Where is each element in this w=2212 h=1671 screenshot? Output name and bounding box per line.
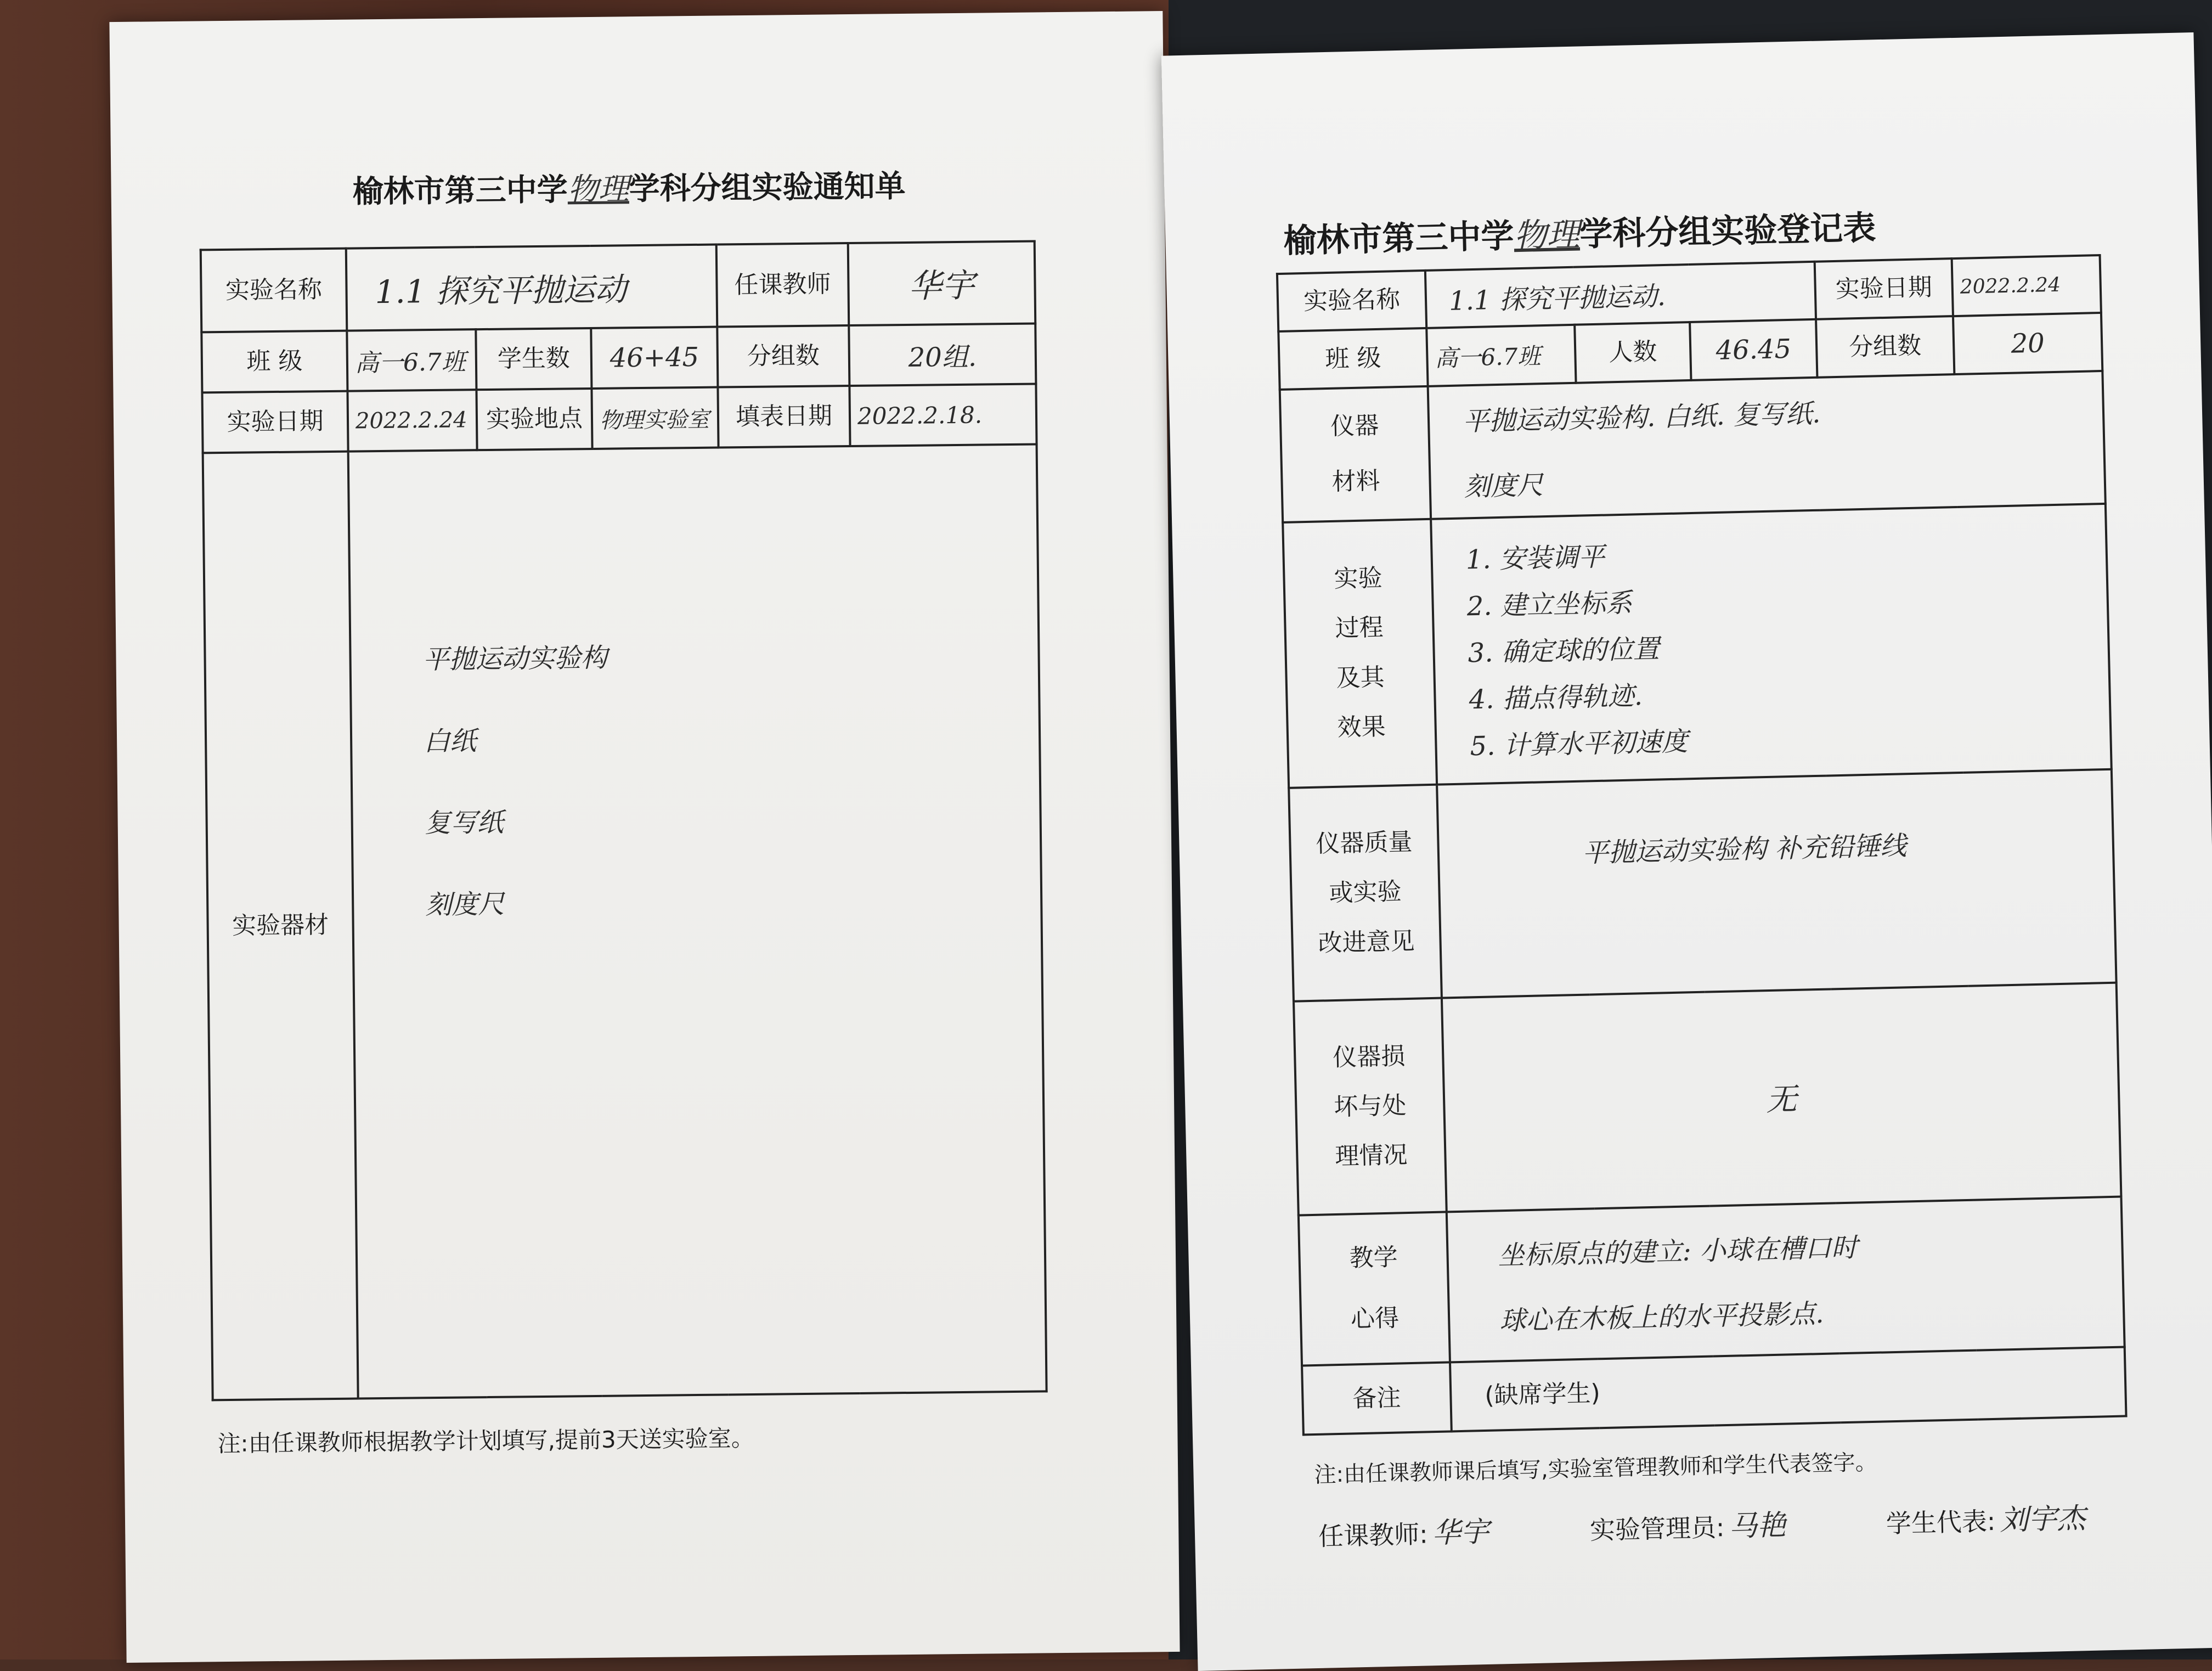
quality-cell: 平抛运动实验构 补充铅锤线	[1437, 769, 2117, 998]
value-class: 高一6.7班	[1426, 325, 1576, 386]
label-groups: 分组数	[717, 325, 849, 387]
value-place: 物理实验室	[591, 387, 718, 449]
value-people: 46.45	[1690, 319, 1817, 380]
value-date: 2022.2.24	[347, 390, 477, 451]
notice-title: 榆林市第三中学物理学科分组实验通知单	[352, 168, 906, 210]
label-students: 学生数	[476, 328, 591, 390]
label-experiment-name: 实验名称	[1277, 271, 1426, 331]
label-remark: 备注	[1302, 1362, 1452, 1434]
process-step: 3. 确定球的位置	[1468, 633, 1660, 669]
process-step: 2. 建立坐标系	[1466, 587, 1633, 622]
value-remark: (缺席学生)	[1450, 1347, 2126, 1431]
register-title: 榆林市第三中学物理学科分组实验登记表	[1283, 209, 1877, 261]
value-teacher: 华宇	[848, 241, 1036, 325]
process-step: 5. 计算水平初速度	[1469, 726, 1689, 762]
label-date: 实验日期	[202, 391, 348, 453]
label-groups: 分组数	[1816, 316, 1954, 377]
label-experiment-name: 实验名称	[201, 249, 347, 333]
label-damage: 仪器损 坏与处 理情况	[1294, 998, 1447, 1216]
value-class: 高一6.7班	[347, 329, 476, 391]
process-step: 4. 描点得轨迹.	[1468, 680, 1643, 716]
process-cell	[1431, 504, 2112, 785]
label-class: 班 级	[1278, 328, 1427, 389]
experience-cell: 坐标原点的建立: 小球在槽口时 球心在木板上的水平投影点.	[1447, 1196, 2125, 1362]
label-fill-date: 填表日期	[718, 386, 850, 448]
notice-table	[200, 240, 1048, 1401]
label-experience: 教学 心得	[1299, 1212, 1450, 1365]
value-date: 2022.2.24	[1952, 255, 2101, 316]
value-experiment-name: 1.1 探究平抛运动.	[1425, 262, 1816, 328]
label-teacher: 任课教师	[716, 243, 849, 327]
value-students: 46+45	[591, 327, 718, 389]
label-materials: 实验器材	[203, 452, 358, 1400]
value-groups: 20	[1953, 313, 2102, 374]
materials-cell	[348, 444, 1047, 1398]
label-class: 班 级	[201, 331, 347, 393]
register-footnote: 注:由任课教师课后填写,实验室管理教师和学生代表签字。	[1314, 1449, 1878, 1488]
label-place: 实验地点	[476, 389, 592, 450]
label-instruments: 仪器 材料	[1280, 386, 1431, 522]
register-sheet	[1161, 32, 2212, 1671]
material-item: 复写纸	[424, 807, 504, 839]
label-process: 实验 过程 及其 效果	[1283, 519, 1437, 787]
material-item: 白纸	[423, 725, 477, 757]
material-item: 平抛运动实验构	[422, 642, 607, 676]
signature-teacher: 任课教师: 华宇	[1318, 1515, 1490, 1551]
value-experiment-name: 1.1 探究平抛运动	[346, 245, 718, 331]
signature-student: 学生代表: 刘宇杰	[1886, 1502, 2086, 1539]
register-table	[1276, 254, 2128, 1436]
signature-admin: 实验管理员: 马艳	[1589, 1509, 1787, 1545]
material-item: 刻度尺	[425, 888, 505, 921]
damage-cell: 无	[1442, 983, 2121, 1212]
instruments-cell: 平抛运动实验构. 白纸. 复写纸. 刻度尺	[1428, 370, 2106, 519]
notice-footnote: 注:由任课教师根据教学计划填写,提前3天送实验室。	[217, 1424, 754, 1458]
label-quality: 仪器质量 或实验 改进意见	[1289, 785, 1442, 1002]
notice-sheet	[109, 11, 1180, 1663]
process-step: 1. 安装调平	[1465, 541, 1605, 576]
value-fill-date: 2022.2.18.	[849, 384, 1036, 446]
label-people: 人数	[1575, 322, 1691, 382]
value-groups: 20组.	[849, 323, 1036, 386]
label-date: 实验日期	[1815, 258, 1953, 319]
